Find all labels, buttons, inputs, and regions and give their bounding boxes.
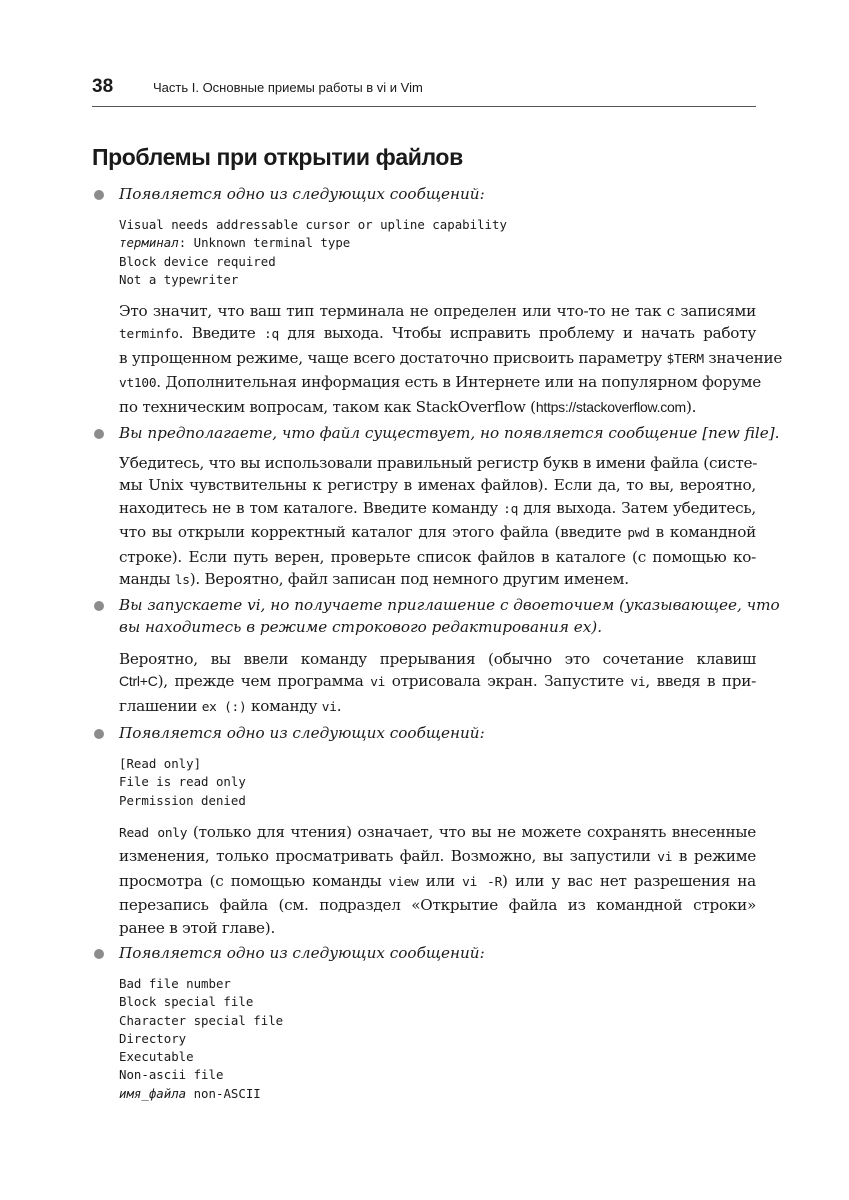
page-number: 38 — [92, 76, 114, 97]
code-placeholder: имя_файла — [119, 1085, 187, 1101]
bullet-text: Появляется одно из следующих сообщений: — [119, 185, 485, 203]
paragraph: Убедитесь, что вы использовали правильный регистр букв в имени файла (систе- мы Unix чувствительны к регистру в именах файлов). Если да, то вы, вероятно, находитесь не в том каталоге. Введите команду :q для выхода. Затем убедитесь, что вы открыли корректный каталог для этого файла (введите pwd в командной строке). Если путь верен, проверьте список файлов в каталоге (с помощью ко- манды ls). Вероятно, файл записан под немного другим именем. — [119, 454, 758, 589]
bullet-text: Вы предполагаете, что файл существует, но появляется сообщение [new file]. — [119, 424, 780, 442]
bullet-dot-icon — [94, 601, 104, 611]
code-line: non-ASCII — [186, 1085, 261, 1101]
section-title: Проблемы при открытии файлов — [92, 144, 463, 170]
code-line: : Unknown terminal type — [178, 235, 351, 251]
bullet-dot-icon — [94, 190, 104, 200]
code-line: [Read only] — [119, 756, 202, 771]
code-line: Executable — [119, 1049, 194, 1065]
running-head: Часть I. Основные приемы работы в vi и Vim — [153, 80, 423, 95]
bullet-text: Вы запускаете vi, но получаете приглашение с двоеточием (указывающее, что — [119, 596, 780, 614]
paragraph: Вероятно, вы ввели команду прерывания (обычно это сочетание клавиш Ctrl+C), прежде чем программа vi отрисовала экран. Запустите vi, введя в при- глашении ex (:) команду vi. — [119, 650, 756, 715]
code-block — [119, 975, 283, 1103]
code-line: Directory — [119, 1030, 187, 1046]
bullet-text: Появляется одно из следующих сообщений: — [119, 944, 485, 962]
code-line: Not a typewriter — [119, 271, 239, 287]
code-line: Non-ascii file — [119, 1067, 224, 1083]
page-header — [92, 76, 756, 107]
bullet-dot-icon — [94, 949, 104, 959]
paragraph: Это значит, что ваш тип терминала не определен или что-то не так с записями terminfo. Введите :q для выхода. Чтобы исправить проблему и начать работу в упрощенном режиме, чаще всего достаточно присвоить параметру $TERM значение vt100. Дополнительная информация есть в Интернете или на популярном форуме по техническим вопросам, таком как StackOverflow (https://stackoverflow.com). — [119, 302, 783, 416]
bullet-text: вы находитесь в режиме строкового редактирования ex). — [119, 618, 603, 636]
code-line: Permission denied — [119, 792, 246, 808]
code-line: File is read only — [119, 774, 246, 790]
bullet-dot-icon — [94, 429, 104, 439]
bullet-text: Появляется одно из следующих сообщений: — [119, 724, 485, 742]
code-line: Visual needs addressable cursor or upline capability — [119, 217, 507, 232]
code-block — [119, 755, 246, 810]
key-combo: Ctrl+C — [119, 673, 158, 690]
code-line: Block special file — [119, 994, 254, 1010]
paragraph: Read only (только для чтения) означает, что вы не можете сохранять внесенные изменения, только просматривать файл. Возможно, вы запустили vi в режиме просмотра (с помощью команды view или vi -R) или у вас нет разрешения на перезапись файла (см. подраздел «Открытие файла из командной строки» ранее в этой главе). — [119, 823, 757, 937]
code-line: Bad file number — [119, 976, 231, 991]
code-line: Character special file — [119, 1012, 284, 1028]
code-line: Block device required — [119, 253, 276, 269]
bullet-dot-icon — [94, 729, 104, 739]
url-link: https://stackoverflow.com — [535, 398, 686, 415]
code-block — [119, 216, 507, 289]
code-placeholder: терминал — [119, 235, 179, 251]
